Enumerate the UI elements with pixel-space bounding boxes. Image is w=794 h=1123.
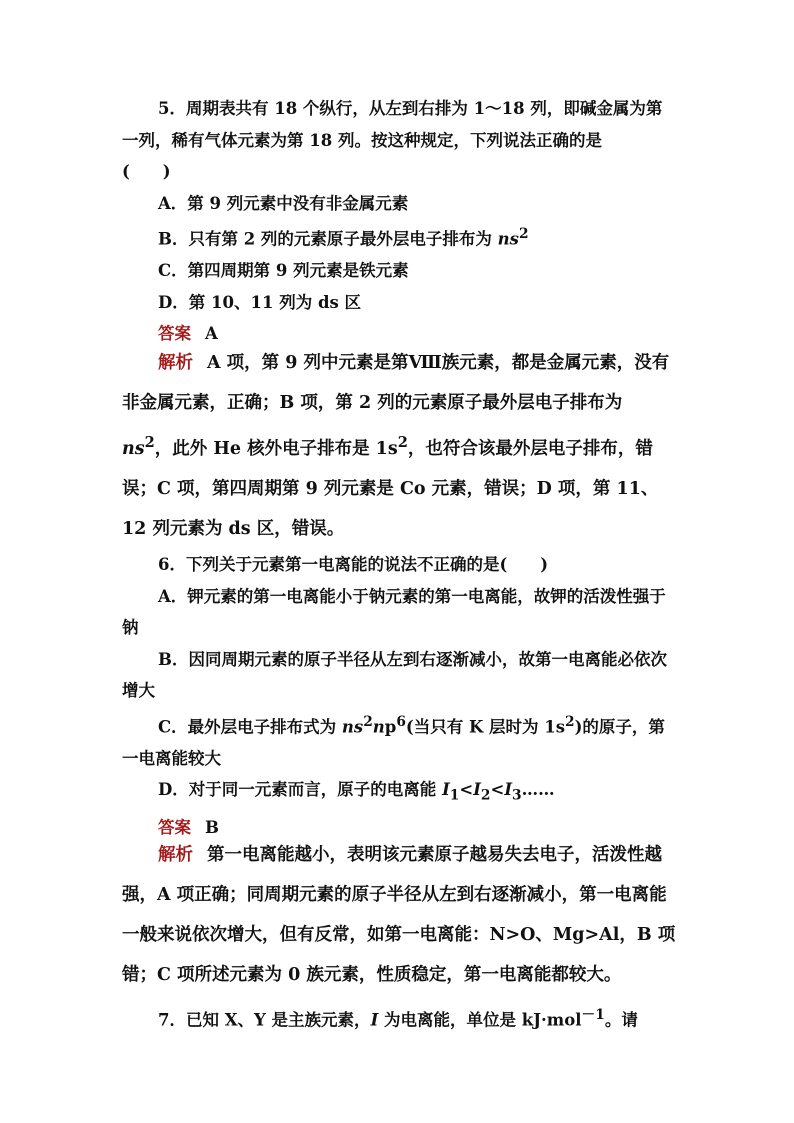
analysis-label: 解析 (158, 845, 193, 865)
answer-parenthesis: ( ) (122, 162, 171, 181)
question-6 (122, 549, 678, 843)
question-6-option-c: C．最外层电子排布式为 $ns^2np^6$(当只有 K 层时为 $1s^2$)的原子，第一电离能较大 (122, 713, 665, 768)
question-6-stem: 6．下列关于元素第一电离能的说法不正确的是( ) (158, 555, 549, 574)
answer-value: B (205, 817, 219, 837)
question-5-option-c: C．第四周期第 9 列元素是铁元素 (158, 261, 409, 280)
question-7 (122, 1000, 678, 1036)
question-7-stem: 7．已知 X、Y 是主族元素，I 为电离能，单位是 kJ·mol$^{-1}$。请 (158, 1007, 638, 1030)
answer-label: 答案 (158, 817, 191, 837)
answer-value: A (205, 324, 218, 343)
question-5-option-b: B．只有第 2 列的元素原子最外层电子排布为 $ns^2$ (158, 226, 529, 249)
question-6-option-a: A．钾元素的第一电离能小于钠元素的第一电离能，故钾的活泼性强于钠 (122, 586, 666, 637)
question-5-option-d: D．第 10、11 列为 ds 区 (158, 292, 362, 312)
question-5-option-a: A．第 9 列元素中没有非金属元素 (158, 193, 409, 213)
question-5-analysis: 解析 A 项，第 9 列中元素是第Ⅷ族元素，都是金属元素，没有非金属元素，正确；B 项，第 2 列的元素原子最外层电子排布为 $ns^2$，此外 He 核外电子排布是 $1s^2$，也符合该最外层电子排布，错误；C 项，第四周期第 9 列元素是 Co 元素，错误；D 项，第 11、12 列元素为 ds 区，错误。 (122, 353, 670, 539)
question-6-option-b: B．因同周期元素的原子半径从左到右逐渐减小，故第一电离能必依次增大 (122, 649, 667, 700)
question-5-stem: 5．周期表共有 18 个纵行，从左到右排为 1～18 列，即碱金属为第一列，稀有气体元素为第 18 列。按这种规定，下列说法正确的是 ( ) (122, 99, 663, 181)
answer-label: 答案 (158, 324, 191, 343)
question-6-option-d: D．对于同一元素而言，原子的电离能 $I_1<I_2<I_3\dots\dots$ (158, 780, 555, 804)
analysis-label: 解析 (158, 353, 193, 373)
question-5 (122, 93, 678, 350)
question-6-analysis: 解析 第一电离能越小，表明该元素原子越易失去电子，活泼性越强，A 项正确；同周期元素的原子半径从左到右逐渐减小，第一电离能一般来说依次增大，但有反常，如第一电离能：N>O、Mg>Al，B 项错；C 项所述元素为 0 族元素，性质稳定，第一电离能都较大。 (122, 845, 676, 985)
